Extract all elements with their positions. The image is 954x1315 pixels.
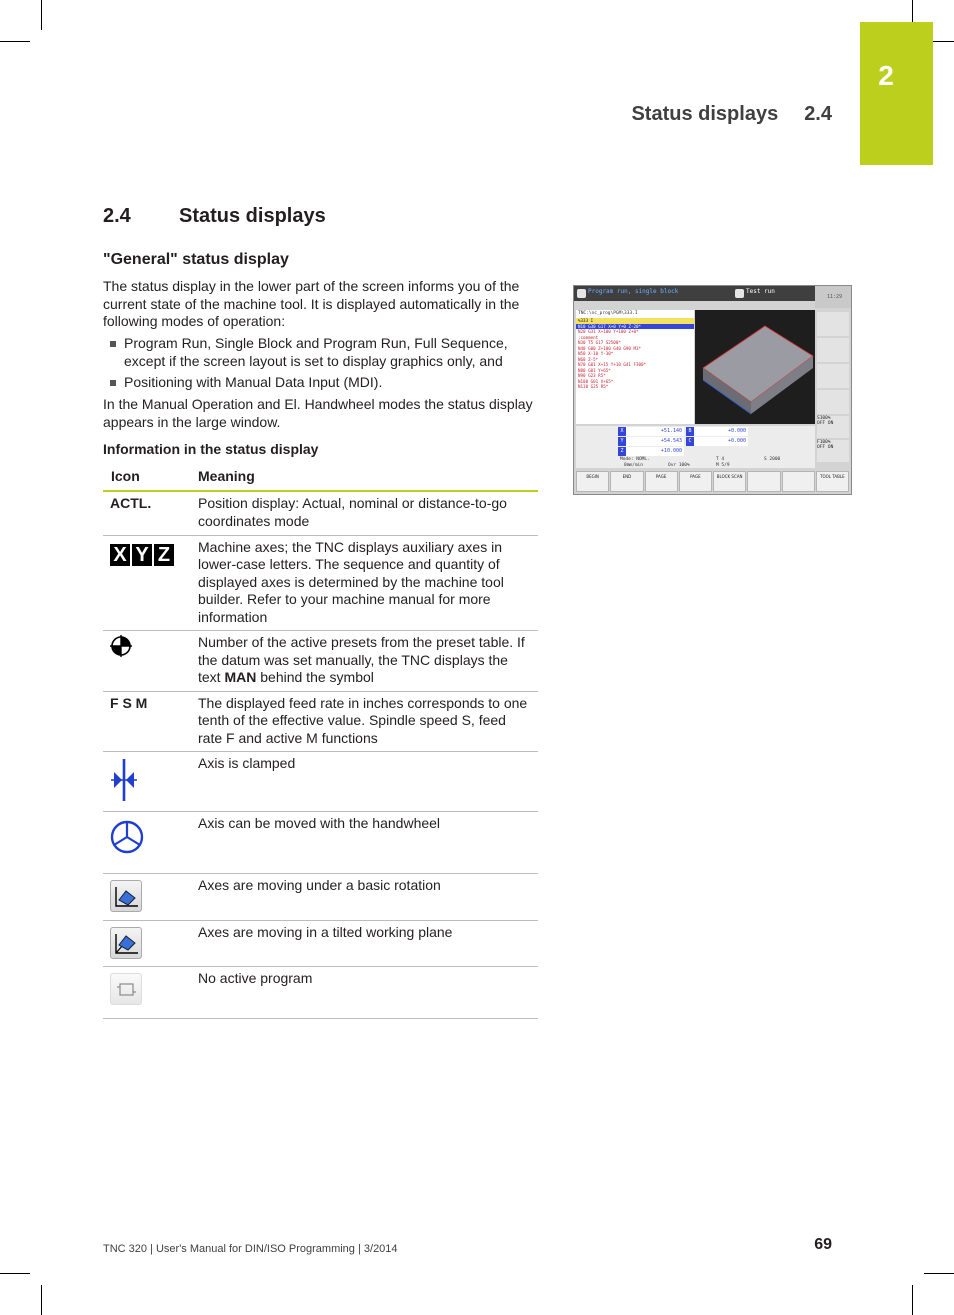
program-line: N110 G25 R5* bbox=[578, 384, 609, 389]
position-row bbox=[618, 427, 748, 436]
table-row bbox=[103, 535, 538, 631]
chapter-number: 2 bbox=[878, 60, 894, 91]
crop-mark bbox=[0, 41, 30, 42]
program-line: N80 G01 Y+65* bbox=[578, 367, 611, 373]
axes-xyz-icon bbox=[110, 544, 174, 566]
row-meaning: Machine axes; the TNC displays auxiliary axes in lower-case letters. The sequence and quantity of displayed axes is determined by the machine tool builder. Refer to your machine manual for more information bbox=[190, 535, 538, 631]
file-path: TNC:\nc_prog\PGM\333.I bbox=[578, 311, 638, 316]
axis-value: +0.000 bbox=[694, 437, 748, 446]
actl-label: ACTL. bbox=[103, 491, 190, 535]
manual-modes-paragraph: In the Manual Operation and El. Handwheel modes the status display appears in the large window. bbox=[103, 396, 533, 430]
status-info-table bbox=[103, 463, 538, 1019]
position-display bbox=[618, 427, 748, 457]
bullet-square-icon bbox=[110, 341, 116, 347]
crop-mark bbox=[41, 1285, 42, 1315]
override-value: Ovr 100% bbox=[668, 463, 690, 468]
table-row bbox=[103, 691, 538, 752]
axis-label: Z bbox=[618, 447, 626, 456]
section-number: 2.4 bbox=[103, 205, 131, 227]
list-item bbox=[103, 335, 543, 370]
footer: TNC 320 | User's Manual for DIN/ISO Programming | 3/2014 bbox=[103, 1243, 398, 1255]
side-key bbox=[817, 390, 849, 414]
spindle-value: S 2000 bbox=[764, 457, 781, 462]
axis-label: C bbox=[686, 437, 694, 446]
axis-value: +54.543 bbox=[626, 437, 684, 446]
page-number: 69 bbox=[814, 1236, 832, 1253]
crop-mark bbox=[912, 1285, 913, 1315]
list-item-text: Program Run, Single Block and Program Run, Full Sequence, except if the screen layout is set to display graphics only, and bbox=[124, 335, 508, 369]
mode-list bbox=[103, 335, 543, 396]
row-meaning: Position display: Actual, nominal or distance-to-go coordinates mode bbox=[190, 491, 538, 535]
basic-rotation-icon bbox=[110, 880, 142, 912]
row-meaning: Number of the active presets from the preset table. If the datum was set manually, the TNC displays the text MAN behind the symbol bbox=[190, 631, 538, 692]
softkey[interactable] bbox=[782, 471, 815, 492]
clock: 11:29 bbox=[827, 294, 843, 300]
subsection-heading: "General" status display bbox=[103, 251, 289, 268]
handwheel-icon bbox=[110, 819, 144, 855]
softkey-bar bbox=[576, 471, 849, 492]
table-row bbox=[103, 812, 538, 874]
intro-paragraph: The status display in the lower part of the screen informs you of the current state of the machine tool. It is displayed automatically in the following modes of operation: bbox=[103, 278, 520, 329]
mode-value: Mode: NOML. bbox=[620, 457, 650, 462]
program-panel bbox=[576, 310, 694, 424]
crop-mark bbox=[0, 1273, 30, 1274]
side-softkeys bbox=[817, 312, 849, 478]
mode-icon bbox=[577, 289, 586, 298]
axis-value: +0.000 bbox=[694, 427, 748, 436]
program-line: %333 I bbox=[576, 318, 694, 324]
row-meaning: The displayed feed rate in inches corresponds to one tenth of the effective value. Spindle speed S, feed rate F and active M functions bbox=[190, 691, 538, 752]
col-meaning-header: Meaning bbox=[190, 463, 538, 491]
crop-mark bbox=[924, 1273, 954, 1274]
mode2-icon bbox=[735, 289, 744, 298]
tilted-plane-icon bbox=[110, 927, 142, 959]
axis-letter: X bbox=[110, 544, 130, 566]
side-key bbox=[817, 364, 849, 388]
running-head-title: Status displays bbox=[631, 103, 779, 125]
position-row bbox=[618, 437, 748, 446]
graphics-panel bbox=[695, 310, 815, 424]
list-item bbox=[103, 374, 543, 392]
preset-datum-icon bbox=[110, 635, 132, 657]
softkey[interactable] bbox=[747, 471, 780, 492]
axis-label: X bbox=[618, 427, 626, 436]
no-program-icon bbox=[110, 973, 142, 1005]
program-line: N40 G00 Z+100 G40 G90 M3* bbox=[578, 345, 642, 351]
info-heading: Information in the status display bbox=[103, 441, 319, 457]
table-row bbox=[103, 752, 538, 812]
crop-mark bbox=[41, 0, 42, 30]
softkey[interactable]: TOOL TABLE bbox=[816, 471, 849, 492]
program-line: N50 X-10 Y-30* bbox=[578, 351, 614, 356]
table-row bbox=[103, 631, 538, 692]
axis-letter: Z bbox=[154, 544, 174, 566]
table-row bbox=[103, 967, 538, 1019]
program-line: N20 G31 X+100 Y+100 Z+0* bbox=[578, 329, 639, 334]
axis-clamped-icon bbox=[110, 758, 138, 802]
axis-letter: Y bbox=[132, 544, 152, 566]
table-row bbox=[103, 920, 538, 967]
axis-label: B bbox=[686, 427, 694, 436]
row-meaning: Axis is clamped bbox=[190, 752, 538, 812]
table-row bbox=[103, 874, 538, 921]
running-head-number: 2.4 bbox=[804, 103, 832, 125]
softkey[interactable]: PAGE bbox=[645, 471, 678, 492]
mode-label: Program run, single block bbox=[588, 288, 679, 295]
softkey[interactable]: BLOCK SCAN bbox=[713, 471, 746, 492]
row-meaning: Axes are moving in a tilted working plane bbox=[190, 920, 538, 967]
feed-value: 0mm/min bbox=[624, 463, 643, 468]
chapter-tab bbox=[860, 22, 933, 165]
program-line: ;comment bbox=[578, 334, 599, 340]
softkey[interactable]: PAGE bbox=[679, 471, 712, 492]
override-s-key: S100% OFF ON bbox=[817, 416, 849, 438]
table-row bbox=[103, 491, 538, 535]
running-head bbox=[600, 103, 832, 126]
row-meaning: Axis can be moved with the handwheel bbox=[190, 812, 538, 874]
mfunc-value: M 5/9 bbox=[716, 463, 730, 468]
softkey[interactable]: BEGIN bbox=[576, 471, 609, 492]
program-line: N70 G01 X+15 Y+10 G41 F300* bbox=[578, 362, 647, 367]
bullet-square-icon bbox=[110, 380, 116, 386]
override-f-key: F100% OFF ON bbox=[817, 440, 849, 462]
tool-value: T 4 bbox=[716, 457, 725, 462]
program-lines bbox=[576, 318, 694, 390]
program-line: N30 T5 G17 S2500* bbox=[578, 340, 621, 345]
program-line: N100 G01 X+65* bbox=[578, 378, 614, 384]
col-icon-header: Icon bbox=[103, 463, 190, 491]
fsm-label: F S M bbox=[103, 691, 190, 752]
side-key bbox=[817, 338, 849, 362]
position-row bbox=[618, 447, 748, 456]
mode2-label: Test run bbox=[746, 288, 775, 295]
axis-label: Y bbox=[618, 437, 626, 446]
side-key bbox=[817, 312, 849, 336]
workpiece-graphic bbox=[695, 310, 815, 424]
row-meaning: Axes are moving under a basic rotation bbox=[190, 874, 538, 921]
program-line: N60 Z-5* bbox=[578, 356, 599, 362]
table-header-row bbox=[103, 463, 538, 491]
softkey[interactable]: END bbox=[610, 471, 643, 492]
list-item-text: Positioning with Manual Data Input (MDI). bbox=[124, 374, 383, 390]
section-heading bbox=[103, 205, 326, 228]
program-line: N90 G23 R5* bbox=[578, 373, 606, 378]
program-line: N10 G30 G17 X+0 Y+0 Z-20* bbox=[576, 324, 694, 330]
axis-value: +51.140 bbox=[626, 427, 684, 436]
tnc-screenshot bbox=[573, 285, 852, 495]
section-title: Status displays bbox=[179, 205, 326, 227]
man-label: MAN bbox=[224, 669, 257, 685]
axis-value: +10.000 bbox=[626, 447, 684, 456]
row-meaning: No active program bbox=[190, 967, 538, 1019]
status-line bbox=[618, 457, 814, 469]
